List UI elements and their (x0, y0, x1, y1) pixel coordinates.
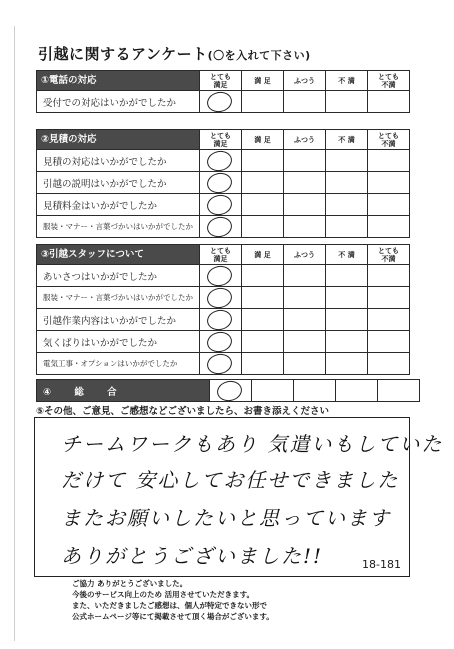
title-note: (〇を入れて下さい) (207, 49, 311, 62)
rating-cell[interactable] (284, 353, 326, 375)
rating-cell[interactable] (326, 309, 368, 331)
rating-cell[interactable] (294, 380, 336, 402)
rating-header: とても 不満 (368, 130, 410, 150)
rating-cell[interactable] (378, 380, 420, 402)
rating-cell[interactable] (210, 380, 252, 402)
question-row (37, 194, 410, 216)
rating-cell[interactable] (284, 150, 326, 172)
question-text: 受付での対応はいかがでしたか (37, 91, 200, 113)
rating-cell[interactable] (326, 91, 368, 113)
rating-cell[interactable] (284, 91, 326, 113)
rating-cell[interactable] (284, 216, 326, 238)
rating-cell[interactable] (200, 287, 242, 309)
rating-header: とても 不満 (368, 71, 410, 91)
comment-line: ありがとうございました!! (61, 544, 324, 568)
survey-section (36, 70, 410, 113)
rating-header: 満 足 (242, 71, 284, 91)
rating-cell[interactable] (200, 91, 242, 113)
rating-cell[interactable] (368, 287, 410, 309)
rating-cell[interactable] (284, 265, 326, 287)
question-row (37, 287, 410, 309)
selected-circle-mark (205, 216, 234, 238)
rating-cell[interactable] (368, 194, 410, 216)
question-text: 服装・マナー・言葉づかいはいかがでしたか (37, 287, 200, 309)
rating-cell[interactable] (200, 194, 242, 216)
summary-section (36, 379, 420, 402)
rating-cell[interactable] (326, 331, 368, 353)
rating-cell[interactable] (284, 287, 326, 309)
footer-line: また、いただきましたご感想は、個人が特定できない形で (72, 601, 267, 610)
document-code: 18-181 (362, 558, 401, 571)
rating-cell[interactable] (242, 287, 284, 309)
question-text: 引越の説明はいかがでしたか (37, 172, 200, 194)
survey-section (36, 129, 410, 238)
comment-line: チームワークもあり 気遣いもしていた (61, 432, 444, 456)
rating-header: とても 満足 (200, 130, 242, 150)
rating-cell[interactable] (284, 194, 326, 216)
rating-cell[interactable] (242, 331, 284, 353)
selected-circle-mark (205, 194, 234, 216)
page-title (38, 43, 428, 64)
question-text: あいさつはいかがでしたか (37, 265, 200, 287)
rating-cell[interactable] (242, 172, 284, 194)
question-row (37, 150, 410, 172)
section-category: ③引越スタッフについて (37, 245, 200, 265)
question-row (37, 216, 410, 238)
rating-header: ふつう (284, 130, 326, 150)
rating-cell[interactable] (242, 309, 284, 331)
question-row (37, 331, 410, 353)
rating-cell[interactable] (242, 194, 284, 216)
question-row (37, 353, 410, 375)
rating-cell[interactable] (200, 309, 242, 331)
rating-header: 不 満 (326, 245, 368, 265)
selected-circle-mark (205, 150, 234, 172)
rating-cell[interactable] (326, 216, 368, 238)
section-category: ②見積の対応 (37, 130, 200, 150)
rating-cell[interactable] (326, 172, 368, 194)
rating-cell[interactable] (368, 172, 410, 194)
question-row (37, 309, 410, 331)
selected-circle-mark (205, 353, 234, 375)
footer-line: ご協力 ありがとうございました。 (72, 579, 188, 588)
rating-cell[interactable] (284, 172, 326, 194)
footer-line: 公式ホームページ等にて掲載させて頂く場合がございます。 (72, 612, 274, 621)
question-row (37, 265, 410, 287)
rating-cell[interactable] (284, 309, 326, 331)
rating-cell[interactable] (368, 265, 410, 287)
comment-box (34, 417, 444, 577)
title-main: 引越に関するアンケート (38, 45, 208, 63)
rating-cell[interactable] (242, 216, 284, 238)
rating-cell[interactable] (200, 172, 242, 194)
comment-line: だけて 安心してお任せできました (61, 468, 400, 492)
comment-heading: ⑤その他、ご意見、ご感想などございましたら、お書き添えください (36, 406, 330, 417)
rating-cell[interactable] (200, 216, 242, 238)
selected-circle-mark (205, 265, 234, 287)
rating-cell[interactable] (326, 150, 368, 172)
rating-cell[interactable] (368, 91, 410, 113)
rating-header: ふつう (284, 245, 326, 265)
rating-cell[interactable] (368, 331, 410, 353)
selected-circle-mark (205, 287, 234, 309)
rating-cell[interactable] (368, 353, 410, 375)
rating-cell[interactable] (200, 150, 242, 172)
section-category: ①電話の対応 (37, 71, 200, 91)
question-text: 電気工事・オプションはいかがでしたか (37, 353, 200, 375)
question-text: 見積の対応はいかがでしたか (37, 150, 200, 172)
selected-circle-mark (205, 172, 234, 194)
selected-circle-mark (205, 331, 234, 353)
rating-cell[interactable] (200, 331, 242, 353)
comment-line: またお願いしたいと思っています (61, 506, 391, 530)
selected-circle-mark (205, 91, 234, 113)
rating-cell[interactable] (326, 265, 368, 287)
rating-cell[interactable] (326, 287, 368, 309)
rating-header: とても 満足 (200, 245, 242, 265)
rating-cell[interactable] (242, 91, 284, 113)
question-text: 見積料金はいかがでしたか (37, 194, 200, 216)
question-row (37, 172, 410, 194)
summary-label: ④ 総 合 (37, 380, 210, 402)
rating-header: 満 足 (242, 245, 284, 265)
rating-cell[interactable] (336, 380, 378, 402)
rating-header: とても 満足 (200, 71, 242, 91)
survey-section (36, 244, 410, 375)
rating-cell[interactable] (368, 150, 410, 172)
rating-cell[interactable] (326, 194, 368, 216)
question-text: 引越作業内容はいかがでしたか (37, 309, 200, 331)
rating-header: 満 足 (242, 130, 284, 150)
rating-cell[interactable] (200, 353, 242, 375)
rating-header: とても 不満 (368, 245, 410, 265)
rating-cell[interactable] (242, 265, 284, 287)
footer-note (72, 578, 274, 622)
footer-line: 今後のサービス向上のため 活用させていただきます。 (72, 590, 255, 599)
question-row (37, 91, 410, 113)
rating-header: 不 満 (326, 130, 368, 150)
rating-cell[interactable] (252, 380, 294, 402)
rating-cell[interactable] (242, 353, 284, 375)
rating-cell[interactable] (368, 309, 410, 331)
selected-circle-mark (205, 309, 234, 331)
question-text: 服装・マナー・言葉づかいはいかがでしたか (37, 216, 200, 238)
question-text: 気くばりはいかがでしたか (37, 331, 200, 353)
rating-header: 不 満 (326, 71, 368, 91)
rating-cell[interactable] (200, 265, 242, 287)
rating-cell[interactable] (326, 353, 368, 375)
rating-cell[interactable] (284, 331, 326, 353)
rating-header: ふつう (284, 71, 326, 91)
selected-circle-mark (215, 380, 244, 402)
rating-cell[interactable] (242, 150, 284, 172)
rating-cell[interactable] (368, 216, 410, 238)
